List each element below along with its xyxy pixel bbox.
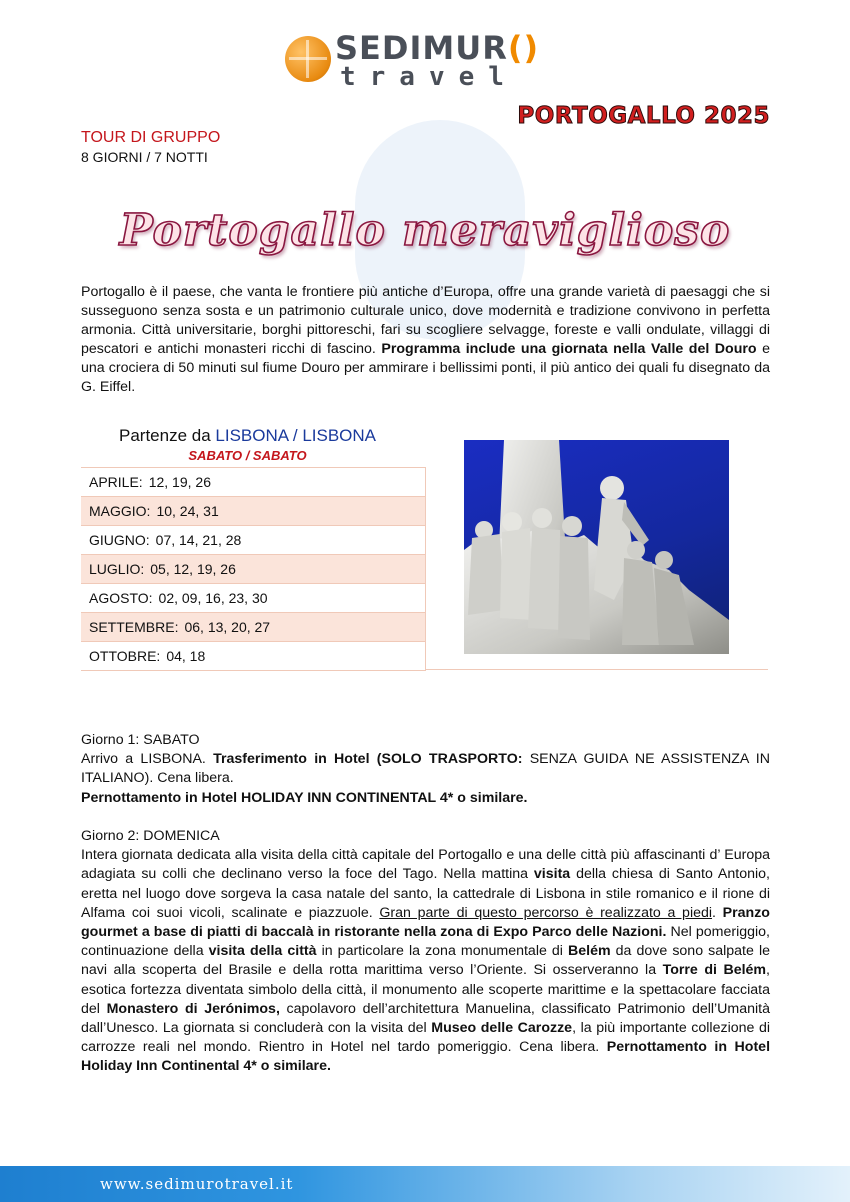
departure-dates: 06, 13, 20, 27 <box>184 619 271 635</box>
company-logo <box>285 30 585 90</box>
logo-ring: () <box>507 29 540 67</box>
intro-highlight: Programma include una giornata nella Valle del Douro <box>381 341 757 357</box>
departure-month: LUGLIO: <box>89 561 145 577</box>
departure-row <box>81 642 426 671</box>
footer-bar <box>0 1166 850 1202</box>
day-2-text-2: della chiesa di Santo Antonio, eretta nel luogo dove sorgeva la casa natale del santo, la cattedrale di Lisbona in stile romanico e il rione di Alfama coi suoi vicoli, scalinate e piazzuole. <box>81 866 770 921</box>
departure-month: GIUGNO: <box>89 532 150 548</box>
footer-website-link[interactable]: www.sedimurotravel.it <box>100 1175 294 1193</box>
day-2-bold-3: visita della città <box>208 943 317 960</box>
departures-city: LISBONA / LISBONA <box>215 426 377 445</box>
day-1-section <box>81 731 770 808</box>
day-2-lunch: Pranzo gourmet a base di piatti di baccalà in ristorante nella zona di Expo Parco delle Nazioni. <box>81 904 770 941</box>
day-2-hotel: Pernottamento in Hotel Holiday Inn Continental 4* o similare. <box>81 1039 771 1075</box>
day-2-text-5: in particolare la zona monumentale di <box>316 943 569 960</box>
departure-month: AGOSTO: <box>89 590 153 606</box>
day-1-text-b: SENZA GUIDA NE ASSISTENZA IN ITALIANO). Cena libera. <box>81 751 770 787</box>
departure-row <box>81 613 426 642</box>
departure-row <box>81 468 426 497</box>
day-2-text-9: , la più importante collezione di carrozze reali nel mondo. Rientro in Hotel nel tardo pomeriggio. Cena libera. <box>81 1020 770 1056</box>
departure-dates: 04, 18 <box>166 648 206 664</box>
departure-dates: 10, 24, 31 <box>156 503 219 519</box>
day-2-text-6: da dove sono salpate le navi alla scoperta del Brasile e della rotta marittima verso l’Oriente. Si osserveranno la <box>81 943 770 979</box>
day-2-heading: Giorno 2: DOMENICA <box>81 828 220 844</box>
day-1-hotel: Pernottamento in Hotel HOLIDAY INN CONTINENTAL 4* o similare. <box>81 789 528 806</box>
departure-dates: 05, 12, 19, 26 <box>150 561 236 577</box>
day-2-underline: Gran parte di questo percorso è realizzato a piedi <box>379 904 713 921</box>
day-2-bold-1: visita <box>533 866 571 883</box>
day-2-torre: Torre di Belém <box>662 962 767 979</box>
departures-days: SABATO / SABATO <box>188 448 307 463</box>
departures-rows <box>81 467 426 671</box>
tour-title: Portogallo meraviglioso <box>119 205 731 256</box>
day-2-text-7: , esotica fortezza diventata simbolo della città, il monumento alle scoperte marittime e la spettacolare facciata del <box>81 962 770 1017</box>
intro-text-end: e una crociera di 50 minuti sul fiume Douro per ammirare i bellissimi ponti, il più antico dei quali fu disegnato da G. Eiffel. <box>81 341 770 395</box>
logo-name: SEDIMUR <box>335 29 508 67</box>
departure-dates: 02, 09, 16, 23, 30 <box>158 590 268 606</box>
departure-dates: 12, 19, 26 <box>148 474 211 490</box>
day-1-text-a: Arrivo a LISBONA. <box>81 751 214 768</box>
day-2-section <box>81 827 770 1077</box>
country-year-title: PORTOGALLO 2025 <box>517 103 770 129</box>
departures-title <box>69 424 426 448</box>
departure-month: MAGGIO: <box>89 503 151 519</box>
day-2-belem: Belém <box>568 943 611 960</box>
day-2-text-3: . <box>712 904 723 921</box>
day-1-text <box>81 750 770 788</box>
intro-paragraph <box>81 283 770 397</box>
departure-month: APRILE: <box>89 474 143 490</box>
departures-prefix: Partenze da <box>118 426 216 445</box>
departure-row <box>81 584 426 613</box>
day-2-text-8: capolavoro dell’architettura Manuelina, classificato Patrimonio dell’Umanità dall’Unesco. La giornata si concluderà con la visita del <box>81 1000 771 1037</box>
day-1-transfer: Trasferimento in Hotel (SOLO TRASPORTO: <box>213 751 523 768</box>
globe-icon <box>285 36 331 82</box>
padrao-monument-image <box>464 440 729 654</box>
monument-photo <box>464 440 729 654</box>
tour-type: TOUR DI GRUPPO <box>81 129 221 146</box>
logo-subtitle: travel <box>340 62 518 92</box>
departure-row <box>81 555 426 584</box>
intro-text: Portogallo è il paese, che vanta le frontiere più antiche d’Europa, offre una grande varietà di paesaggi che si susseguono senza sosta e un patrimonio culturale unico, dove modernità e tradizione convivono in perfetta armonia. Città universitarie, borghi pittoreschi, fari su scogliere selvagge, foreste e valli ondulate, villaggi di pescatori e antichi monasteri ricchi di fascino. <box>81 284 770 357</box>
day-1-heading: Giorno 1: SABATO <box>81 732 200 748</box>
departure-month: OTTOBRE: <box>89 648 161 664</box>
departures-table <box>81 424 426 671</box>
table-divider <box>426 669 768 670</box>
departure-dates: 07, 14, 21, 28 <box>155 532 242 548</box>
day-2-text-4: Nel pomeriggio, continuazione della <box>81 924 770 960</box>
departure-month: SETTEMBRE: <box>89 619 179 635</box>
departure-row <box>81 497 426 526</box>
day-2-museo: Museo delle Carozze <box>431 1020 573 1037</box>
departure-row <box>81 526 426 555</box>
day-2-text-1: Intera giornata dedicata alla visita della città capitale del Portogallo e una delle città più affascinanti d’ Europa adagiata su colli che declinano verso la foce del Tago. Nella mattina <box>81 847 770 883</box>
day-2-monastero: Monastero di Jerónimos, <box>106 1000 280 1017</box>
day-2-text <box>81 846 770 1076</box>
tour-duration: 8 GIORNI / 7 NOTTI <box>81 149 208 165</box>
